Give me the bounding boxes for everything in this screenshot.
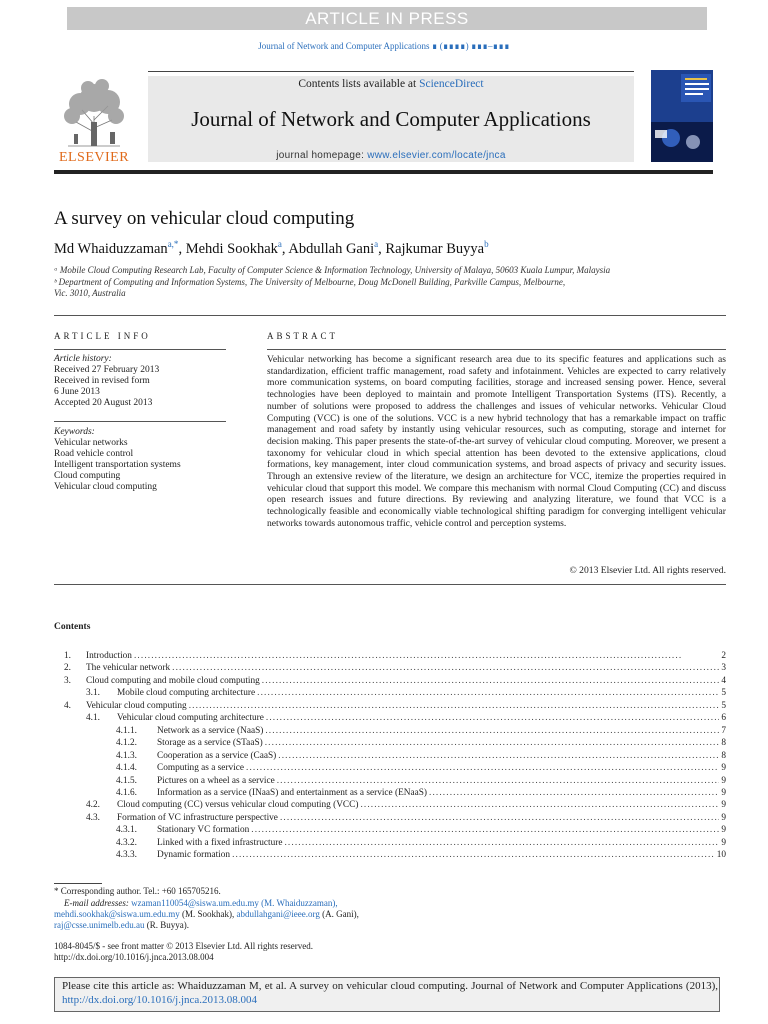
toc-title[interactable]: Mobile cloud computing architecture (117, 688, 256, 698)
toc-page-number: 5 (721, 688, 726, 698)
cite-sentence: Please cite this article as: Whaiduzzaman M, et al. A survey on vehicular cloud computing. Journal of Network and Computer Applications (2013), (62, 980, 718, 992)
toc-page-number: 9 (721, 813, 726, 823)
toc-leader-dots (280, 812, 719, 824)
toc-leader-dots (172, 662, 719, 674)
homepage-prefix: journal homepage: (276, 150, 368, 161)
toc-entry[interactable] (157, 737, 726, 749)
section-rule (54, 315, 726, 316)
toc-title[interactable]: Linked with a fixed infrastructure (157, 838, 283, 848)
toc-entry[interactable] (157, 775, 726, 787)
email-addresses-end (54, 920, 189, 932)
toc-page-number: 9 (721, 763, 726, 773)
email-addresses-continued (54, 909, 359, 921)
toc-leader-dots (257, 687, 719, 699)
toc-title[interactable]: Introduction (86, 651, 132, 661)
email-link[interactable]: raj@csse.unimelb.edu.au (54, 920, 145, 930)
article-in-press-banner: ARTICLE IN PRESS (67, 7, 707, 30)
email-owner: (M. Whaiduzzaman), (258, 898, 338, 908)
author-affiliation-mark[interactable]: b (484, 239, 489, 249)
toc-title[interactable]: Information as a service (INaaS) and entertainment as a service (ENaaS) (157, 788, 428, 798)
article-info-rule (54, 349, 226, 350)
toc-page-number: 7 (721, 726, 726, 736)
author-name[interactable]: Abdullah Gani (288, 240, 375, 257)
sciencedirect-link[interactable]: ScienceDirect (419, 78, 484, 90)
toc-page-number: 10 (716, 850, 726, 860)
history-item: Received 27 February 2013 (54, 365, 160, 375)
corresponding-author-note: * Corresponding author. Tel.: +60 165705216. (54, 886, 221, 896)
footnote-rule (54, 883, 102, 884)
issn-line: 1084-8045/$ - see front matter © 2013 Elsevier Ltd. All rights reserved. (54, 941, 314, 951)
toc-entry[interactable] (157, 725, 726, 737)
author-affiliation-mark[interactable]: a (277, 239, 282, 249)
author-name[interactable]: Mehdi Sookhak (185, 240, 278, 257)
toc-title[interactable]: Cloud computing and mobile cloud computing (86, 676, 260, 686)
toc-number: 4.2. (86, 800, 100, 810)
toc-leader-dots (265, 737, 720, 749)
toc-number: 4.1. (86, 713, 100, 723)
affiliation-b: ᵇ Department of Computing and Information Systems, The University of Melbourne, Doug McDonell Building, Parkville Campus, Melbourne, (54, 277, 566, 287)
email-owner: (A. Gani), (319, 909, 359, 919)
cite-text (62, 980, 718, 1007)
toc-entry[interactable] (86, 650, 726, 662)
history-item: Received in revised form (54, 376, 150, 386)
toc-page-number: 3 (721, 663, 726, 673)
toc-title[interactable]: Cloud computing (CC) versus vehicular cloud computing (VCC) (117, 800, 359, 810)
toc-title[interactable]: Vehicular cloud computing architecture (117, 713, 264, 723)
toc-title[interactable]: Network as a service (NaaS) (157, 726, 264, 736)
toc-leader-dots (284, 837, 719, 849)
toc-title[interactable]: Vehicular cloud computing (86, 701, 187, 711)
header-top-rule (148, 71, 634, 72)
toc-number: 4.1.1. (116, 726, 137, 736)
journal-title: Journal of Network and Computer Applications (191, 107, 591, 131)
toc-number: 4.1.6. (116, 788, 137, 798)
toc-number: 4.3.2. (116, 838, 137, 848)
toc-leader-dots (277, 775, 720, 787)
toc-leader-dots (189, 700, 720, 712)
keyword-item[interactable]: Cloud computing (54, 471, 121, 481)
email-addresses (64, 898, 338, 910)
toc-entry[interactable] (86, 675, 726, 687)
keywords-list (54, 427, 181, 493)
author-list: Md Whaiduzzaman$^{a,*}$, Mehdi Sookhak$^a$, Abdullah Gani$^a$, Rajkumar Buyya$^b$ (54, 239, 489, 257)
toc-leader-dots (232, 849, 715, 861)
toc-leader-dots (134, 650, 719, 662)
toc-entry[interactable] (117, 687, 726, 699)
toc-number: 2. (64, 663, 71, 673)
homepage-link[interactable]: www.elsevier.com/locate/jnca (367, 150, 506, 161)
email-label: E-mail addresses: (64, 898, 132, 908)
contents-prefix: Contents lists available at (298, 78, 420, 90)
elsevier-wordmark: ELSEVIER (58, 150, 130, 165)
toc-entry[interactable] (157, 849, 726, 861)
toc-title[interactable]: Cooperation as a service (CaaS) (157, 751, 277, 761)
keyword-item[interactable]: Vehicular cloud computing (54, 482, 157, 492)
journal-reference-link[interactable]: Journal of Network and Computer Applications ∎ (∎∎∎∎) ∎∎∎–∎∎∎ (258, 41, 510, 51)
contents-heading: Contents (54, 622, 91, 632)
toc-number: 4.1.4. (116, 763, 137, 773)
toc-title[interactable]: The vehicular network (86, 663, 171, 673)
affiliation-b-continued: Vic. 3010, Australia (54, 288, 126, 298)
toc-number: 4.1.3. (116, 751, 137, 761)
toc-number: 3. (64, 676, 71, 686)
toc-entry[interactable] (157, 824, 726, 836)
keywords-label: Keywords: (54, 427, 95, 437)
cite-doi-link[interactable]: http://dx.doi.org/10.1016/j.jnca.2013.08.004 (62, 993, 258, 1006)
keyword-item[interactable]: Vehicular networks (54, 438, 128, 448)
history-item: 6 June 2013 (54, 387, 100, 397)
toc-page-number: 9 (721, 825, 726, 835)
toc-page-number: 9 (721, 800, 726, 810)
toc-entry[interactable] (117, 712, 726, 724)
contents-available-line (148, 78, 634, 90)
history-label: Article history: (54, 354, 112, 364)
toc-number: 4.3. (86, 813, 100, 823)
toc-page-number: 9 (721, 788, 726, 798)
toc-leader-dots (278, 750, 719, 762)
toc-title[interactable]: Dynamic formation (157, 850, 231, 860)
toc-title[interactable]: Formation of VC infrastructure perspective (117, 813, 278, 823)
doi-link[interactable]: http://dx.doi.org/10.1016/j.jnca.2013.08.004 (54, 952, 214, 962)
toc-page-number: 4 (721, 676, 726, 686)
abstract-rule (267, 349, 726, 350)
toc-leader-dots (251, 824, 719, 836)
author-affiliation-mark[interactable]: a (374, 239, 379, 249)
toc-number: 4. (64, 701, 71, 711)
article-info-heading: ARTICLE INFO (54, 331, 151, 341)
abstract-copyright: © 2013 Elsevier Ltd. All rights reserved. (569, 565, 726, 576)
toc-leader-dots (265, 725, 719, 737)
article-title: A survey on vehicular cloud computing (54, 208, 355, 229)
keyword-item[interactable]: Intelligent transportation systems (54, 460, 181, 470)
toc-entry[interactable] (117, 812, 726, 824)
toc-number: 4.3.3. (116, 850, 137, 860)
toc-entry[interactable] (157, 762, 726, 774)
toc-entry[interactable] (157, 750, 726, 762)
toc-number: 3.1. (86, 688, 100, 698)
toc-leader-dots (429, 787, 719, 799)
email-link[interactable]: mehdi.sookhak@siswa.um.edu.my (54, 909, 180, 919)
toc-number: 4.1.2. (116, 738, 137, 748)
toc-page-number: 6 (721, 713, 726, 723)
article-history (54, 354, 159, 409)
toc-entry[interactable] (86, 700, 726, 712)
toc-page-number: 8 (721, 751, 726, 761)
email-owner: (R. Buyya). (144, 920, 190, 930)
section-rule (54, 584, 726, 585)
toc-entry[interactable] (117, 799, 726, 811)
keywords-rule (54, 421, 226, 422)
abstract-heading: ABSTRACT (267, 331, 339, 341)
keyword-item[interactable]: Road vehicle control (54, 449, 134, 459)
toc-leader-dots (266, 712, 719, 724)
toc-title[interactable]: Pictures on a wheel as a service (157, 776, 275, 786)
email-link[interactable]: abdullahgani@ieee.org (236, 909, 320, 919)
history-item: Accepted 20 August 2013 (54, 398, 153, 408)
toc-page-number: 2 (721, 651, 726, 661)
toc-number: 4.1.5. (116, 776, 137, 786)
toc-leader-dots (360, 799, 719, 811)
toc-number: 4.3.1. (116, 825, 137, 835)
toc-page-number: 9 (721, 838, 726, 848)
toc-leader-dots (262, 675, 720, 687)
toc-page-number: 9 (721, 776, 726, 786)
toc-leader-dots (246, 762, 719, 774)
toc-number: 1. (64, 651, 71, 661)
toc-entry[interactable] (86, 662, 726, 674)
author-name[interactable]: Rajkumar Buyya (385, 240, 485, 257)
author-affiliation-mark[interactable]: a,* (167, 239, 179, 249)
abstract-text: Vehicular networking has become a significant research area due to its specific features and applications such as standardization, efficient traffic management, road safety and infotainment. Vehicles are expected to carry relatively more communication systems, on board computing facilities, storage and increased sensing power. Hence, several technologies have been deployed to maintain and promote Intelligent Transportation Systems (ITS). Recently, a number of solutions were proposed to address the challenges and issues of vehicular networks. Vehicular Cloud Computing (VCC) is one of the solutions. VCC is a new hybrid technology that has a remarkable impact on traffic management and road safety by instantly using vehicular resources, such as computing, storage and internet for decision making. This paper presents the state-of-the-art survey of vehicular cloud computing. Moreover, we present a taxonomy for vehicular cloud in which special attention has been devoted to the extensive applications, cloud formations, key management, inter cloud communication systems, and broad aspects of privacy and security issues. Through an extensive review of the literature, we design an architecture for VCC, itemize the properties required in vehicular cloud that support this model. We compare this mechanism with normal Cloud Computing (CC) and discuss open research issues and future directions. By reviewing and analyzing literature, we found that VCC is a technologically feasible and economically viable technological shifting paradigm for converging intelligent vehicular networks towards autonomous traffic, vehicle control and perception systems. (267, 354, 726, 529)
author-name[interactable]: Md Whaiduzzaman (54, 240, 168, 257)
header-bottom-rule (54, 170, 713, 174)
email-link[interactable]: wzaman110054@siswa.um.edu.my (131, 898, 259, 908)
email-owner: (M. Sookhak), (179, 909, 237, 919)
journal-homepage-line (148, 150, 634, 161)
toc-entry[interactable] (157, 837, 726, 849)
toc-title[interactable]: Computing as a service (157, 763, 245, 773)
journal-cover-thumbnail[interactable] (651, 70, 713, 162)
toc-entry[interactable] (157, 787, 726, 799)
toc-title[interactable]: Storage as a service (STaaS) (157, 738, 263, 748)
toc-page-number: 5 (721, 701, 726, 711)
toc-title[interactable]: Stationary VC formation (157, 825, 250, 835)
toc-page-number: 8 (721, 738, 726, 748)
affiliation-a: ᵃ Mobile Cloud Computing Research Lab, Faculty of Computer Science & Information Technology, University of Malaya, 50603 Kuala Lumpur, Malaysia (54, 265, 611, 275)
